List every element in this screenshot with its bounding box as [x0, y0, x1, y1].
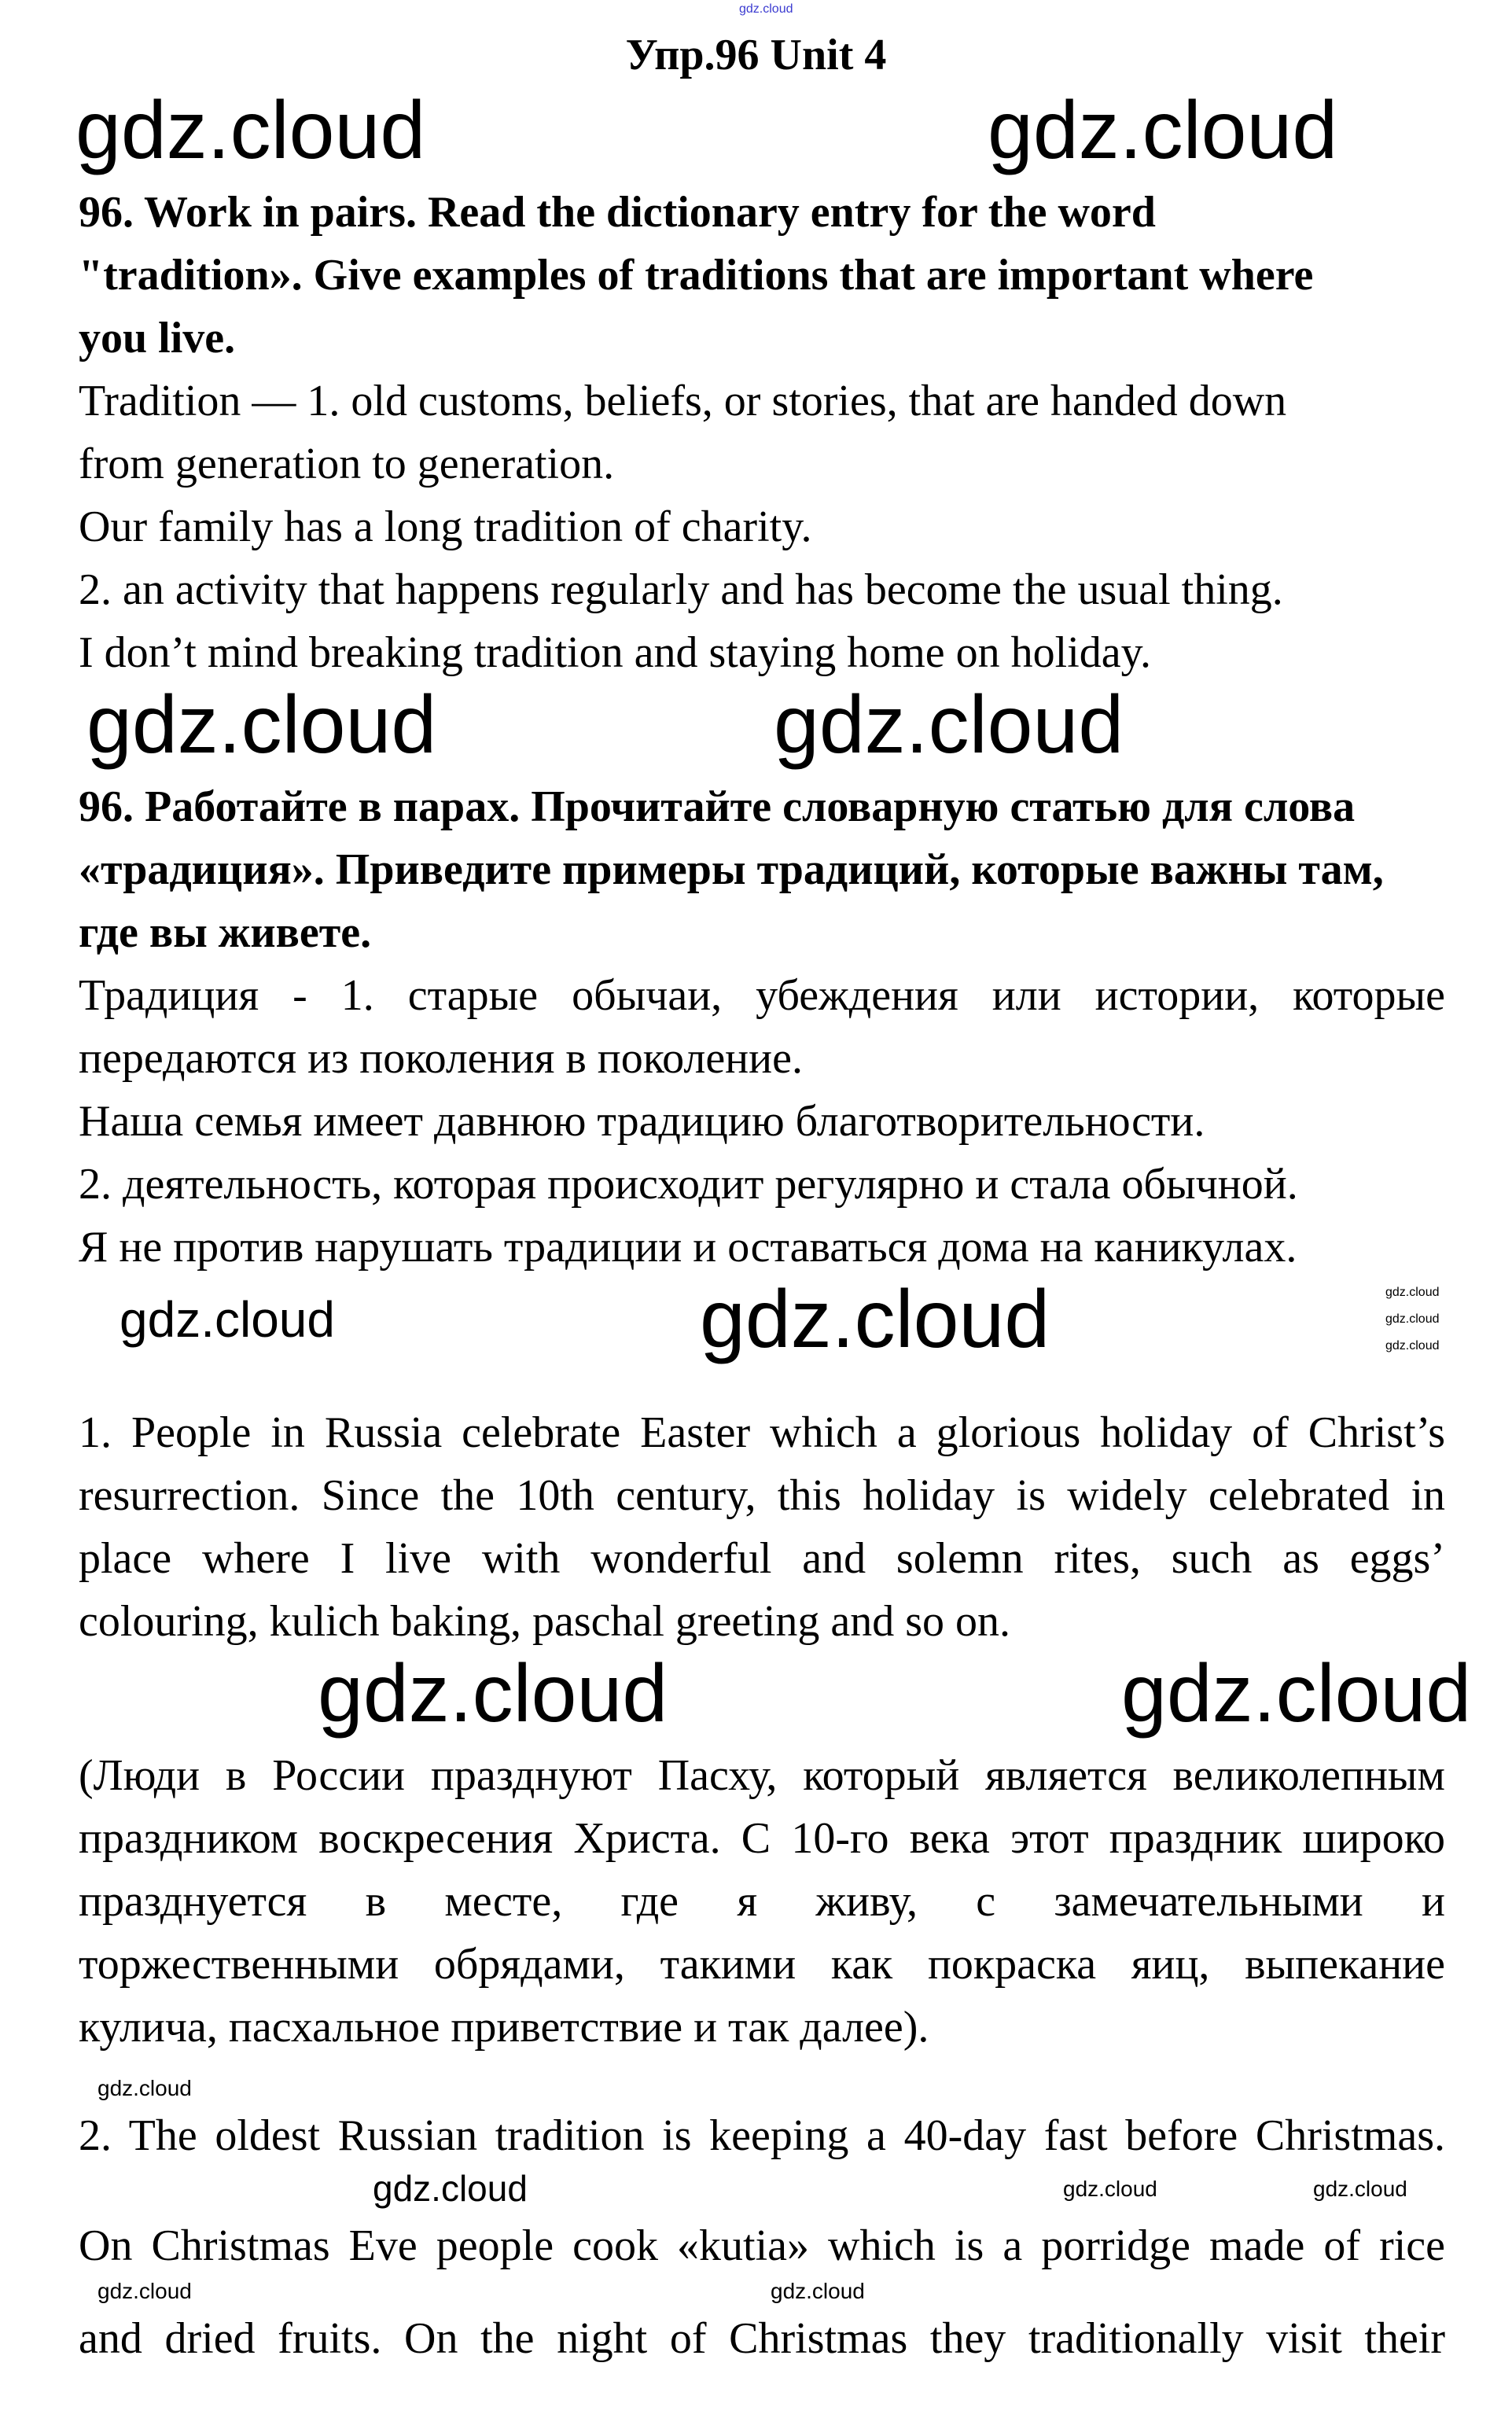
task-en-line: you live.	[79, 314, 236, 363]
watermark: gdz.cloud	[1121, 1648, 1472, 1739]
definition-en-line: from generation to generation.	[79, 440, 615, 488]
watermark: gdz.cloud	[1063, 2177, 1157, 2201]
answer2-en-line: and dried fruits. On the night of Christmas they traditionally visit their	[79, 2314, 1445, 2363]
watermark: gdz.cloud	[318, 1648, 668, 1739]
definition-ru-line: Я не против нарушать традиции и оставаться дома на каникулах.	[79, 1223, 1297, 1272]
watermark: gdz.cloud	[1385, 1339, 1440, 1353]
watermark: gdz.cloud	[771, 2279, 865, 2303]
answer1-ru-line: праздником воскресения Христа. С 10-го века этот праздник широко	[79, 1814, 1445, 1863]
watermark: gdz.cloud	[1385, 1312, 1440, 1326]
watermark: gdz.cloud	[120, 1291, 335, 1348]
watermark: gdz.cloud	[75, 85, 426, 176]
watermark-row	[0, 2074, 1512, 2104]
answer1-ru-line: кулича, пасхальное приветствие и так далее).	[79, 2003, 929, 2052]
watermark-row	[0, 679, 1512, 775]
watermark: gdz.cloud	[86, 679, 437, 771]
task-ru-line: 96. Работайте в парах. Прочитайте словарную статью для слова	[79, 782, 1356, 831]
definition-en-line: I don’t mind breaking tradition and staying home on holiday.	[79, 628, 1151, 677]
watermark: gdz.cloud	[97, 2279, 192, 2303]
watermark-row	[0, 3, 1512, 20]
answer1-en-line: 1. People in Russia celebrate Easter which a glorious holiday of Christ’s	[79, 1408, 1445, 1457]
page-title: Упр.96 Unit 4	[625, 31, 887, 79]
definition-ru-line: Наша семья имеет давнюю традицию благотворительности.	[79, 1097, 1205, 1146]
watermark: gdz.cloud	[700, 1274, 1050, 1365]
definition-ru-line: 2. деятельность, которая происходит регулярно и стала обычной.	[79, 1160, 1298, 1209]
watermark: gdz.cloud	[988, 85, 1338, 176]
answer2-en-line: On Christmas Eve people cook «kutia» which is a porridge made of rice	[79, 2221, 1445, 2270]
answer1-ru-line: (Люди в России празднуют Пасху, который является великолепным	[79, 1751, 1445, 1800]
definition-en-line: 2. an activity that happens regularly and has become the usual thing.	[79, 565, 1283, 614]
spacer	[0, 1370, 1512, 1401]
watermark-row	[0, 2277, 1512, 2307]
task-en-line: "tradition». Give examples of traditions that are important where	[79, 251, 1314, 300]
watermark-row	[0, 85, 1512, 181]
watermark: gdz.cloud	[774, 679, 1124, 771]
answer1-en-line: place where I live with wonderful and solemn rites, such as eggs’	[79, 1534, 1445, 1583]
watermark-row	[0, 1648, 1512, 1744]
definition-ru-line: передаются из поколения в поколение.	[79, 1034, 803, 1083]
watermark: gdz.cloud	[1313, 2177, 1407, 2201]
answer1-ru-line: празднуется в месте, где я живу, с замечательными и	[79, 1877, 1445, 1926]
definition-en-line: Tradition — 1. old customs, beliefs, or stories, that are handed down	[79, 377, 1287, 425]
watermark-row	[0, 2167, 1512, 2214]
answer2-en-line: 2. The oldest Russian tradition is keeping a 40-day fast before Christmas.	[79, 2111, 1445, 2160]
task-ru-line: «традиция». Приведите примеры традиций, которые важны там,	[79, 845, 1384, 894]
watermark: gdz.cloud	[1385, 1286, 1440, 1299]
watermark: gdz.cloud	[373, 2168, 528, 2209]
task-en-line: 96. Work in pairs. Read the dictionary entry for the word	[79, 188, 1156, 237]
watermark: gdz.cloud	[739, 2, 793, 16]
watermark-row	[0, 1274, 1512, 1370]
answer1-ru-line: торжественными обрядами, такими как покраска яиц, выпекание	[79, 1940, 1445, 1989]
task-ru-line: где вы живете.	[79, 908, 372, 957]
answer1-en-line: colouring, kulich baking, paschal greeting and so on.	[79, 1597, 1011, 1646]
answer1-en-line: resurrection. Since the 10th century, this holiday is widely celebrated in	[79, 1471, 1445, 1520]
definition-en-line: Our family has a long tradition of charity.	[79, 502, 812, 551]
watermark: gdz.cloud	[97, 2076, 192, 2100]
definition-ru-line: Традиция - 1. старые обычаи, убеждения или истории, которые	[79, 971, 1445, 1020]
